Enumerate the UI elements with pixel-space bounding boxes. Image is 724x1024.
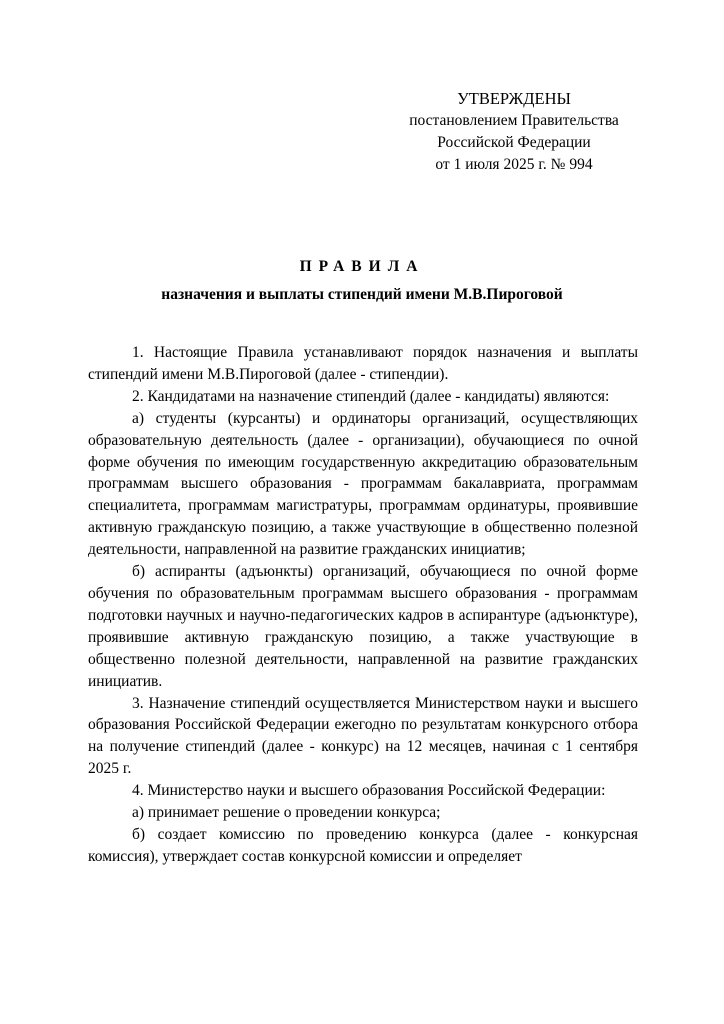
approval-heading: УТВЕРЖДЕНЫ xyxy=(457,89,571,108)
document-subtitle: назначения и выплаты стипендий имени М.В.Пироговой xyxy=(161,286,563,303)
document-title: ПРАВИЛА xyxy=(299,258,425,275)
paragraph: 3. Назначение стипендий осуществляется Министерством науки и высшего образования Российской Федерации ежегодно по результатам конкурсного отбора на получение стипендий (далее - конкурс) на 12 месяцев, начиная с 1 сентября 2025 г. xyxy=(88,694,638,778)
paragraph: б) аспиранты (адъюнкты) организаций, обучающиеся по очной форме обучения по образовательным программам высшего образования - программам подготовки научных и научно-педагогических кадров в аспирантуре (адъюнктуре), проявившие активную гражданскую позицию, а также участвующие в общественно полезной деятельности, направленной на развитие гражданских инициатив. xyxy=(88,563,638,690)
approval-line: Российской Федерации xyxy=(437,134,591,151)
paragraph: а) принимает решение о проведении конкурса; xyxy=(132,804,441,822)
paragraph: 4. Министерство науки и высшего образования Российской Федерации: xyxy=(132,782,606,800)
approval-line: постановлением Правительства xyxy=(409,112,619,129)
paragraph: 2. Кандидатами на назначение стипендий (далее - кандидаты) являются: xyxy=(132,387,610,405)
document-body xyxy=(88,342,638,868)
paragraph: б) создает комиссию по проведению конкурса (далее - конкурсная комиссия), утверждает состав конкурсной комиссии и определяет xyxy=(88,825,638,865)
paragraph: а) студенты (курсанты) и ординаторы организаций, осуществляющих образовательную деятельность (далее - организации), обучающиеся по очной форме обучения по имеющим государственную аккредитацию образовательным программам высшего образования - программам бакалавриата, программам специалитета, программам магистратуры, программам ординатуры, проявившие активную гражданскую позицию, а также участвующие в общественно полезной деятельности, направленной на развитие гражданских инициатив; xyxy=(88,409,638,559)
approval-block xyxy=(392,88,636,176)
paragraph: 1. Настоящие Правила устанавливают порядок назначения и выплаты стипендий имени М.В.Пироговой (далее - стипендии). xyxy=(88,344,638,383)
approval-line: от 1 июля 2025 г. № 994 xyxy=(435,156,593,173)
